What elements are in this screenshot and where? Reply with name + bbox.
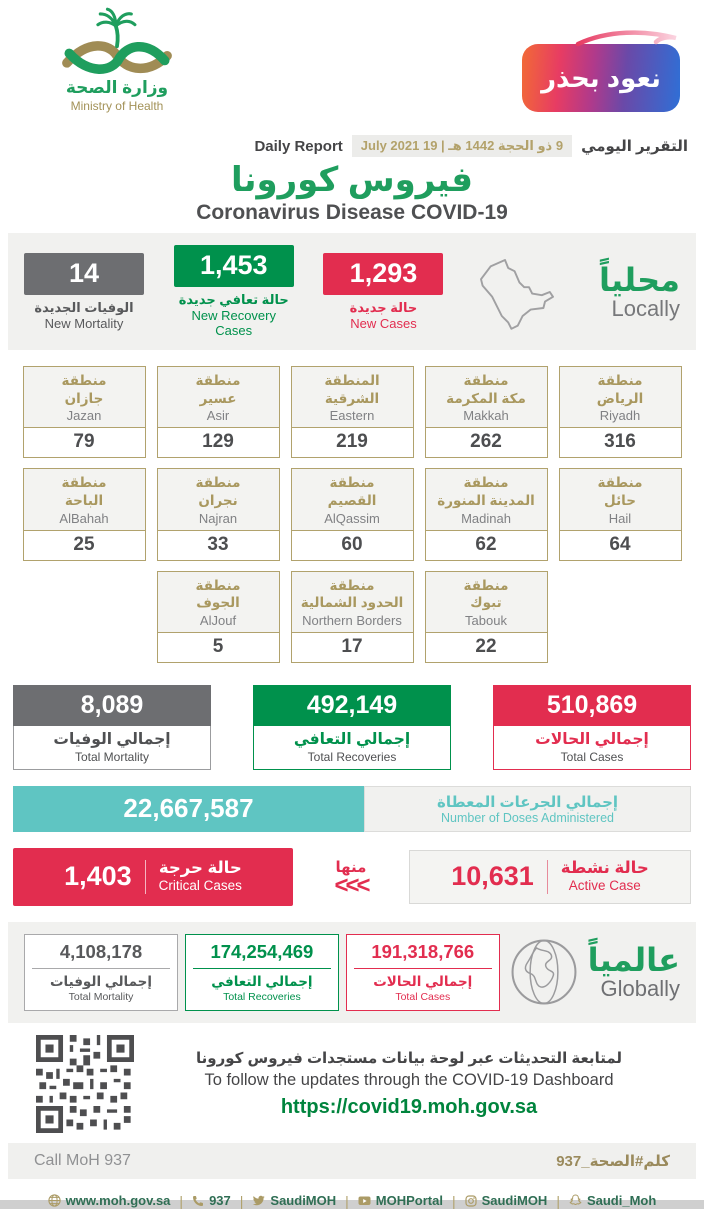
region-ar-line2: نجران bbox=[198, 493, 238, 509]
total-cases-label-ar: إجمالي الحالات bbox=[535, 730, 649, 748]
saudi-arabia-map-icon bbox=[473, 250, 569, 334]
region-albahah bbox=[23, 468, 146, 560]
twitter-link[interactable] bbox=[252, 1193, 336, 1208]
report-date: 9 ذو الحجة 1442 هـ | 19 July 2021 bbox=[352, 135, 572, 157]
totals-row bbox=[10, 685, 694, 770]
youtube-label: MOHPortal bbox=[375, 1193, 443, 1209]
daily-report-label-ar: التقرير اليومي bbox=[581, 138, 688, 155]
moh-palm-logo-icon bbox=[57, 8, 177, 82]
region-value: 316 bbox=[604, 431, 636, 453]
globe-icon bbox=[507, 935, 581, 1009]
global-recoveries-box bbox=[185, 934, 339, 1011]
total-cases-label-en: Total Cases bbox=[560, 749, 624, 764]
region-ar-line2: مكة المكرمة bbox=[446, 390, 526, 406]
region-en: Eastern bbox=[329, 408, 375, 424]
total-mortality-label-ar: إجمالي الوفيات bbox=[53, 730, 171, 748]
regions-row-1 bbox=[10, 366, 694, 458]
header bbox=[10, 8, 694, 132]
doses-label-en: Number of Doses Administered bbox=[441, 810, 614, 825]
total-recoveries-value: 492,149 bbox=[253, 685, 451, 726]
global-mortality-label-en: Total Mortality bbox=[68, 990, 134, 1003]
critical-active-row bbox=[10, 848, 694, 906]
region-en: AlBahah bbox=[59, 510, 109, 526]
region-hail bbox=[559, 468, 682, 560]
region-ar-line2: الجوف bbox=[196, 595, 240, 611]
call-moh-label-en: Call MoH 937 bbox=[34, 1151, 131, 1169]
global-cases-label-ar: إجمالي الحالات bbox=[373, 973, 473, 989]
region-ar-line1: منطقة bbox=[463, 577, 509, 593]
region-alqassim bbox=[291, 468, 414, 560]
regions-row-2 bbox=[10, 468, 694, 560]
globally-summary-band bbox=[8, 922, 696, 1023]
dashboard-note-ar: لمتابعة التحديثات عبر لوحة بيانات مستجدات فيروس كورونا bbox=[195, 1049, 623, 1067]
return-with-caution-badge bbox=[522, 36, 680, 110]
new-recoveries-stat bbox=[174, 245, 294, 338]
region-ar-line2: الباحة bbox=[64, 493, 104, 509]
region-value: 60 bbox=[341, 533, 363, 555]
region-value: 25 bbox=[73, 533, 95, 555]
regions-row-3 bbox=[10, 571, 694, 663]
region-ar-line1: منطقة bbox=[61, 475, 107, 491]
region-aljouf bbox=[157, 571, 280, 663]
region-en: Hail bbox=[608, 510, 632, 526]
twitter-label: SaudiMOH bbox=[270, 1193, 337, 1209]
region-madinah bbox=[425, 468, 548, 560]
new-cases-label-ar: حالة جديدة bbox=[349, 299, 418, 315]
region-en: Asir bbox=[206, 408, 230, 424]
doses-label bbox=[364, 786, 691, 832]
active-cases-label-ar: حالة نشطة bbox=[560, 859, 649, 878]
total-recoveries-label-en: Total Recoveries bbox=[307, 749, 397, 764]
divider bbox=[145, 860, 146, 894]
separator: | bbox=[179, 1192, 184, 1209]
region-en: Madinah bbox=[461, 510, 511, 526]
page-title bbox=[10, 162, 694, 225]
region-value: 17 bbox=[341, 635, 363, 657]
locally-heading-ar: محلياً bbox=[598, 261, 680, 298]
total-mortality-label-en: Total Mortality bbox=[74, 749, 150, 764]
critical-cases-box bbox=[13, 848, 293, 906]
snapchat-label: Saudi_Moh bbox=[586, 1193, 657, 1209]
call-moh-label-ar: كلم#الصحة_937 bbox=[556, 1152, 670, 1170]
region-en: Makkah bbox=[463, 408, 509, 424]
region-ar-line2: الحدود الشمالية bbox=[300, 595, 404, 611]
total-mortality-box bbox=[13, 685, 211, 770]
divider bbox=[32, 968, 170, 969]
global-mortality-box bbox=[24, 934, 178, 1011]
region-ar-line1: المنطقة bbox=[324, 373, 380, 389]
region-jazan bbox=[23, 366, 146, 458]
website-link[interactable] bbox=[48, 1193, 171, 1208]
divider bbox=[354, 968, 492, 969]
region-ar-line2: الرياض bbox=[596, 390, 644, 406]
region-ar-line2: الشرقية bbox=[324, 390, 380, 406]
global-recoveries-value: 174,254,469 bbox=[210, 940, 314, 962]
critical-cases-value: 1,403 bbox=[64, 861, 132, 892]
total-recoveries-box bbox=[253, 685, 451, 770]
new-mortality-label-ar: الوفيات الجديدة bbox=[34, 299, 134, 315]
region-ar-line1: منطقة bbox=[329, 475, 375, 491]
locally-heading bbox=[598, 261, 680, 322]
date-row bbox=[10, 134, 688, 158]
global-recoveries-label-en: Total Recoveries bbox=[223, 990, 301, 1003]
global-recoveries-label-ar: إجمالي التعافي bbox=[211, 973, 313, 989]
region-value: 5 bbox=[212, 635, 224, 657]
region-en: Tabouk bbox=[465, 612, 507, 628]
new-cases-stat bbox=[323, 253, 443, 331]
moh-logo bbox=[32, 8, 202, 113]
call-strip bbox=[8, 1143, 696, 1179]
youtube-icon bbox=[358, 1194, 371, 1207]
region-eastern bbox=[291, 366, 414, 458]
region-asir bbox=[157, 366, 280, 458]
region-en: Northern Borders bbox=[302, 612, 402, 628]
region-value: 33 bbox=[207, 533, 229, 555]
region-ar-line1: منطقة bbox=[329, 577, 375, 593]
badge-swoosh-icon bbox=[572, 28, 682, 48]
region-en: Riyadh bbox=[599, 408, 641, 424]
globe-icon bbox=[48, 1194, 61, 1207]
new-mortality-stat bbox=[24, 253, 144, 331]
region-ar-line1: منطقة bbox=[195, 475, 241, 491]
active-cases-value: 10,631 bbox=[451, 861, 534, 892]
new-mortality-value: 14 bbox=[24, 253, 144, 295]
region-value: 262 bbox=[470, 431, 502, 453]
region-ar-line2: جازان bbox=[64, 390, 104, 406]
region-ar-line1: منطقة bbox=[195, 373, 241, 389]
region-ar-line1: منطقة bbox=[597, 475, 643, 491]
region-en: Najran bbox=[198, 510, 238, 526]
region-value: 64 bbox=[609, 533, 631, 555]
divider bbox=[193, 968, 331, 969]
separator: | bbox=[239, 1192, 244, 1209]
global-mortality-label-ar: إجمالي الوفيات bbox=[49, 973, 153, 989]
phone-link[interactable] bbox=[192, 1193, 231, 1208]
global-cases-box bbox=[346, 934, 500, 1011]
new-recoveries-value: 1,453 bbox=[174, 245, 294, 287]
dashboard-url-link[interactable]: https://covid19.moh.gov.sa bbox=[280, 1095, 538, 1118]
region-tabouk bbox=[425, 571, 548, 663]
region-value: 129 bbox=[202, 431, 234, 453]
of-which-indicator bbox=[334, 858, 368, 900]
dashboard-note-en: To follow the updates through the COVID-19 Dashboard bbox=[204, 1070, 614, 1089]
critical-cases-label-ar: حالة حرجة bbox=[158, 859, 242, 878]
region-ar-line1: منطقة bbox=[195, 577, 241, 593]
region-ar-line1: منطقة bbox=[463, 373, 509, 389]
active-cases-box bbox=[409, 850, 691, 904]
active-cases-label-en: Active Case bbox=[568, 878, 641, 894]
region-ar-line2: تبوك bbox=[470, 595, 502, 611]
region-value: 22 bbox=[475, 635, 497, 657]
phone-icon bbox=[192, 1195, 204, 1207]
badge-box bbox=[522, 44, 680, 112]
doses-label-ar: إجمالي الجرعات المعطاة bbox=[436, 793, 619, 811]
separator: | bbox=[345, 1192, 349, 1209]
total-recoveries-label-ar: إجمالي التعافي bbox=[293, 730, 411, 748]
qr-code bbox=[36, 1035, 134, 1133]
total-cases-value: 510,869 bbox=[493, 685, 691, 726]
website-label: www.moh.gov.sa bbox=[65, 1193, 171, 1209]
dashboard-section bbox=[10, 1035, 694, 1133]
globally-heading bbox=[587, 941, 680, 1002]
youtube-link[interactable] bbox=[358, 1193, 443, 1208]
dashboard-text bbox=[150, 1049, 668, 1119]
region-najran bbox=[157, 468, 280, 560]
instagram-link[interactable] bbox=[465, 1193, 548, 1208]
region-en: Jazan bbox=[66, 408, 102, 424]
region-value: 79 bbox=[73, 431, 95, 453]
ministry-name-english: Ministry of Health bbox=[70, 99, 164, 113]
new-recoveries-label-ar: حالة تعافي جديدة bbox=[178, 292, 289, 308]
separator: | bbox=[556, 1192, 560, 1209]
footer-links bbox=[10, 1193, 694, 1209]
phone-label: 937 bbox=[209, 1193, 231, 1209]
region-value: 219 bbox=[336, 431, 368, 453]
doses-administered-bar bbox=[10, 786, 694, 832]
total-mortality-value: 8,089 bbox=[13, 685, 211, 726]
locally-heading-en: Locally bbox=[611, 296, 680, 322]
new-cases-value: 1,293 bbox=[323, 253, 443, 295]
title-arabic: فيروس كورونا bbox=[230, 161, 474, 199]
doses-value: 22,667,587 bbox=[13, 786, 364, 832]
of-which-label: منها bbox=[335, 859, 367, 877]
chevrons-left-icon: <<< bbox=[334, 872, 368, 900]
region-ar-line2: عسير bbox=[199, 390, 237, 406]
globally-heading-ar: عالمياً bbox=[587, 941, 680, 978]
globally-heading-en: Globally bbox=[600, 976, 680, 1002]
locally-summary-band bbox=[8, 233, 696, 350]
region-ar-line2: القصيم bbox=[327, 493, 377, 509]
region-en: AlJouf bbox=[199, 612, 237, 628]
twitter-icon bbox=[252, 1194, 265, 1207]
new-cases-label-en: New Cases bbox=[350, 315, 417, 331]
daily-report-label-en: Daily Report bbox=[254, 137, 343, 155]
regions-grid bbox=[10, 366, 694, 662]
instagram-icon bbox=[465, 1195, 477, 1207]
region-riyadh bbox=[559, 366, 682, 458]
global-cases-label-en: Total Cases bbox=[395, 990, 451, 1003]
region-ar-line1: منطقة bbox=[463, 475, 509, 491]
region-northern-borders bbox=[291, 571, 414, 663]
badge-label: نعود بحذر bbox=[541, 62, 661, 93]
snapchat-icon bbox=[569, 1194, 582, 1207]
total-cases-box bbox=[493, 685, 691, 770]
region-en: AlQassim bbox=[324, 510, 380, 526]
region-makkah bbox=[425, 366, 548, 458]
title-english: Coronavirus Disease COVID-19 bbox=[196, 201, 508, 225]
new-recoveries-label-en: New Recovery Cases bbox=[191, 308, 276, 339]
region-value: 62 bbox=[475, 533, 497, 555]
region-ar-line1: منطقة bbox=[597, 373, 643, 389]
global-cases-value: 191,318,766 bbox=[371, 940, 475, 962]
instagram-label: SaudiMOH bbox=[481, 1193, 548, 1209]
snapchat-link[interactable] bbox=[569, 1193, 656, 1208]
critical-cases-label-en: Critical Cases bbox=[158, 878, 242, 894]
separator: | bbox=[451, 1192, 456, 1209]
global-mortality-value: 4,108,178 bbox=[59, 940, 143, 962]
region-ar-line2: حائل bbox=[604, 493, 636, 509]
region-ar-line1: منطقة bbox=[61, 373, 107, 389]
ministry-name-arabic: وزارة الصحة bbox=[65, 78, 169, 97]
new-mortality-label-en: New Mortality bbox=[44, 315, 124, 331]
region-ar-line2: المدينة المنورة bbox=[437, 493, 535, 509]
divider bbox=[547, 860, 548, 894]
